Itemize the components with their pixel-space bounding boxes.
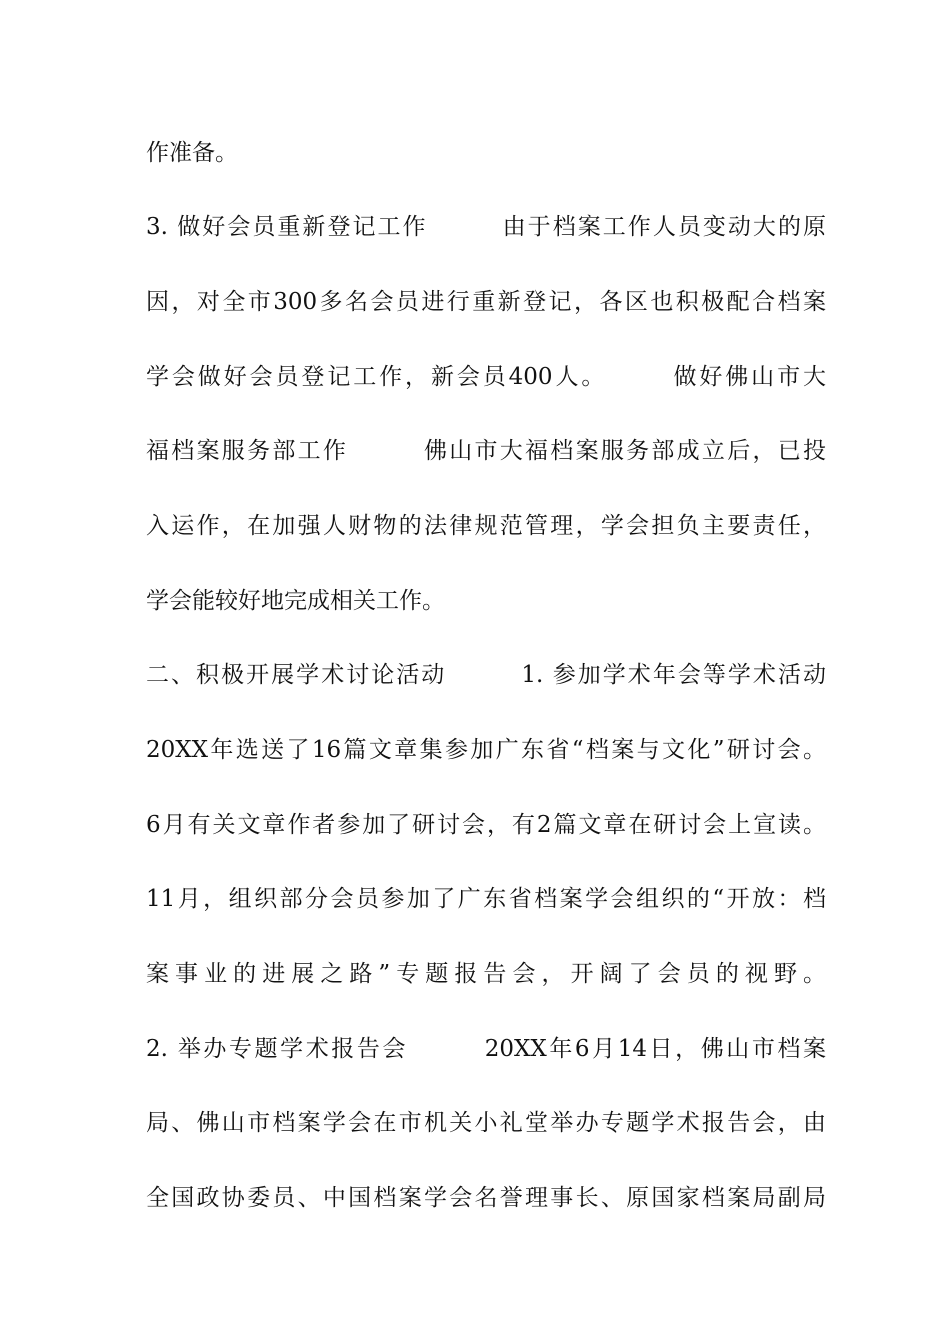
text-line: 3. 做好会员重新登记工作 由于档案工作人员变动大的原 <box>146 214 826 240</box>
text-line: 案事业的进展之路”专题报告会，开阔了会员的视野。 <box>146 961 826 987</box>
text-line: 入运作，在加强人财物的法律规范管理，学会担负主要责任， <box>146 513 826 539</box>
text-line: 因，对全市300多名会员进行重新登记，各区也积极配合档案 <box>146 289 826 315</box>
text-line: 11月，组织部分会员参加了广东省档案学会组织的“开放：档 <box>146 886 826 912</box>
text-line: 学会能较好地完成相关工作。 <box>146 588 445 614</box>
text-line: 学会做好会员登记工作，新会员400人。 做好佛山市大 <box>146 364 826 390</box>
text-line: 局、佛山市档案学会在市机关小礼堂举办专题学术报告会，由 <box>146 1110 826 1136</box>
text-line: 2. 举办专题学术报告会 20XX年6月14日，佛山市档案 <box>146 1036 826 1062</box>
text-line: 6月有关文章作者参加了研讨会，有2篇文章在研讨会上宣读。 <box>146 812 826 838</box>
text-line: 作准备。 <box>146 140 238 166</box>
text-line: 福档案服务部工作 佛山市大福档案服务部成立后，已投 <box>146 438 826 464</box>
text-line: 二、积极开展学术讨论活动 1. 参加学术年会等学术活动 <box>146 662 826 688</box>
text-line: 20XX年选送了16篇文章集参加广东省“档案与文化”研讨会。 <box>146 737 826 763</box>
text-line: 全国政协委员、中国档案学会名誉理事长、原国家档案局副局 <box>146 1185 826 1211</box>
